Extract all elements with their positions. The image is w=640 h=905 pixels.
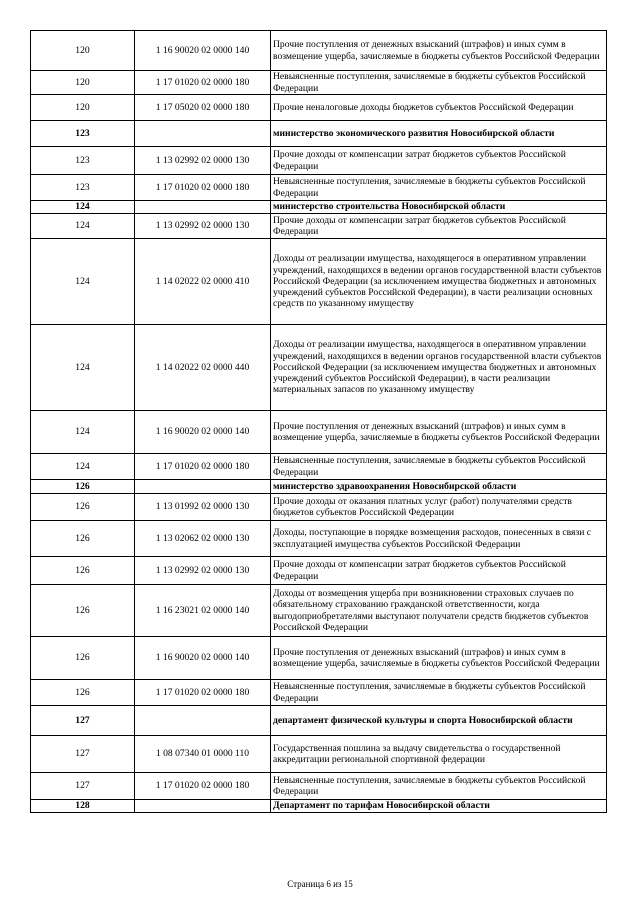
table-row — [31, 585, 607, 637]
administrator-code-cell: 123 — [31, 175, 135, 201]
budget-classification-code-cell: 1 17 01020 02 0000 180 — [135, 175, 271, 201]
budget-classification-code-cell: 1 14 02022 02 0000 410 — [135, 239, 271, 325]
revenue-name-cell: Невыясненные поступления, зачисляемые в бюджеты субъектов Российской Федерации — [271, 175, 607, 201]
budget-classification-code-cell — [135, 201, 271, 214]
table-row — [31, 521, 607, 557]
revenue-name-cell: Департамент по тарифам Новосибирской области — [271, 800, 607, 813]
table-row — [31, 214, 607, 239]
administrator-code-cell: 126 — [31, 480, 135, 494]
administrator-code-cell: 127 — [31, 736, 135, 773]
table-row — [31, 454, 607, 480]
budget-classification-code-cell: 1 16 90020 02 0000 140 — [135, 31, 271, 71]
administrator-header-row — [31, 800, 607, 813]
administrator-code-cell: 127 — [31, 773, 135, 800]
administrator-header-row — [31, 121, 607, 147]
table-row — [31, 773, 607, 800]
administrator-code-cell: 127 — [31, 706, 135, 736]
revenue-name-cell: Доходы от реализации имущества, находящегося в оперативном управлении учреждений, находящихся в ведении органов государственной власти субъектов Российской Федерации (за исключением имущества бюджетных и автономных учреждений субъектов Российской Федерации), в части реализации материальных запасов по указанному имуществу — [271, 325, 607, 411]
revenue-name-cell: Доходы, поступающие в порядке возмещения расходов, понесенных в связи с эксплуатацией имущества субъектов Российской Федерации — [271, 521, 607, 557]
revenue-name-cell: Прочие доходы от компенсации затрат бюджетов субъектов Российской Федерации — [271, 557, 607, 585]
administrator-code-cell: 124 — [31, 454, 135, 480]
administrator-code-cell: 124 — [31, 411, 135, 454]
budget-classification-code-cell: 1 17 01020 02 0000 180 — [135, 773, 271, 800]
revenue-name-cell: Прочие доходы от компенсации затрат бюджетов субъектов Российской Федерации — [271, 214, 607, 239]
administrator-code-cell: 124 — [31, 214, 135, 239]
administrator-code-cell: 123 — [31, 147, 135, 175]
budget-classification-code-cell: 1 17 01020 02 0000 180 — [135, 680, 271, 706]
administrator-code-cell: 128 — [31, 800, 135, 813]
budget-classification-code-cell: 1 16 23021 02 0000 140 — [135, 585, 271, 637]
revenue-name-cell: Доходы от возмещения ущерба при возникновении страховых случаев по обязательному страхованию гражданской ответственности, когда выгодоприобретателями выступают получатели средств бюджетов субъектов Российской Федерации — [271, 585, 607, 637]
revenue-name-cell: Невыясненные поступления, зачисляемые в бюджеты субъектов Российской Федерации — [271, 773, 607, 800]
budget-classification-code-cell — [135, 480, 271, 494]
table-row — [31, 31, 607, 71]
revenue-name-cell: Прочие поступления от денежных взысканий (штрафов) и иных сумм в возмещение ущерба, зачисляемые в бюджеты субъектов Российской Федерации — [271, 637, 607, 680]
budget-classification-code-cell: 1 13 02992 02 0000 130 — [135, 557, 271, 585]
budget-classification-code-cell: 1 16 90020 02 0000 140 — [135, 411, 271, 454]
budget-classification-code-cell: 1 17 05020 02 0000 180 — [135, 95, 271, 121]
administrator-code-cell: 126 — [31, 680, 135, 706]
administrator-header-row — [31, 480, 607, 494]
revenue-name-cell: Невыясненные поступления, зачисляемые в бюджеты субъектов Российской Федерации — [271, 71, 607, 95]
budget-classification-code-cell — [135, 121, 271, 147]
revenue-name-cell: Доходы от реализации имущества, находящегося в оперативном управлении учреждений, находящихся в ведении органов государственной власти субъектов Российской Федерации (за исключением имущества бюджетных и автономных учреждений субъектов Российской Федерации), в части реализации основных средств по указанному имуществу — [271, 239, 607, 325]
budget-classification-code-cell: 1 13 02992 02 0000 130 — [135, 147, 271, 175]
table-row — [31, 71, 607, 95]
revenue-name-cell: Прочие поступления от денежных взысканий (штрафов) и иных сумм в возмещение ущерба, зачисляемые в бюджеты субъектов Российской Федерации — [271, 411, 607, 454]
table-row — [31, 411, 607, 454]
administrator-code-cell: 126 — [31, 557, 135, 585]
administrator-code-cell: 124 — [31, 325, 135, 411]
administrator-code-cell: 120 — [31, 71, 135, 95]
administrator-code-cell: 124 — [31, 201, 135, 214]
table-row — [31, 736, 607, 773]
administrator-code-cell: 126 — [31, 494, 135, 521]
budget-classification-code-cell: 1 17 01020 02 0000 180 — [135, 454, 271, 480]
table-row — [31, 147, 607, 175]
administrator-code-cell: 126 — [31, 585, 135, 637]
table-row — [31, 239, 607, 325]
administrator-header-row — [31, 201, 607, 214]
administrator-code-cell: 120 — [31, 95, 135, 121]
budget-classification-code-cell: 1 16 90020 02 0000 140 — [135, 637, 271, 680]
revenue-name-cell: Невыясненные поступления, зачисляемые в бюджеты субъектов Российской Федерации — [271, 454, 607, 480]
revenue-name-cell: Прочие неналоговые доходы бюджетов субъектов Российской Федерации — [271, 95, 607, 121]
administrator-code-cell: 120 — [31, 31, 135, 71]
budget-classification-code-cell: 1 13 02992 02 0000 130 — [135, 214, 271, 239]
budget-classification-code-cell — [135, 800, 271, 813]
budget-classification-code-cell: 1 13 01992 02 0000 130 — [135, 494, 271, 521]
table-row — [31, 494, 607, 521]
administrator-code-cell: 124 — [31, 239, 135, 325]
table-row — [31, 175, 607, 201]
table-row — [31, 557, 607, 585]
administrator-code-cell: 126 — [31, 637, 135, 680]
revenue-name-cell: Прочие поступления от денежных взысканий (штрафов) и иных сумм в возмещение ущерба, зачисляемые в бюджеты субъектов Российской Федерации — [271, 31, 607, 71]
administrator-code-cell: 126 — [31, 521, 135, 557]
revenue-name-cell: Прочие доходы от оказания платных услуг (работ) получателями средств бюджетов субъектов Российской Федерации — [271, 494, 607, 521]
budget-classification-code-cell — [135, 706, 271, 736]
administrator-header-row — [31, 706, 607, 736]
revenue-name-cell: министерство экономического развития Новосибирской области — [271, 121, 607, 147]
document-page — [30, 30, 607, 813]
revenue-name-cell: министерство здравоохранения Новосибирской области — [271, 480, 607, 494]
budget-classification-code-cell: 1 17 01020 02 0000 180 — [135, 71, 271, 95]
budget-classification-code-cell: 1 13 02062 02 0000 130 — [135, 521, 271, 557]
table-row — [31, 680, 607, 706]
table-row — [31, 637, 607, 680]
table-row — [31, 95, 607, 121]
page-number: Страница 6 из 15 — [287, 879, 353, 889]
table-row — [31, 325, 607, 411]
revenue-name-cell: Государственная пошлина за выдачу свидетельства о государственной аккредитации региональной спортивной федерации — [271, 736, 607, 773]
revenue-codes-table — [30, 30, 607, 813]
revenue-name-cell: департамент физической культуры и спорта Новосибирской области — [271, 706, 607, 736]
revenue-name-cell: Прочие доходы от компенсации затрат бюджетов субъектов Российской Федерации — [271, 147, 607, 175]
budget-classification-code-cell: 1 08 07340 01 0000 110 — [135, 736, 271, 773]
table-body — [31, 31, 607, 813]
revenue-name-cell: министерство строительства Новосибирской области — [271, 201, 607, 214]
budget-classification-code-cell: 1 14 02022 02 0000 440 — [135, 325, 271, 411]
administrator-code-cell: 123 — [31, 121, 135, 147]
revenue-name-cell: Невыясненные поступления, зачисляемые в бюджеты субъектов Российской Федерации — [271, 680, 607, 706]
